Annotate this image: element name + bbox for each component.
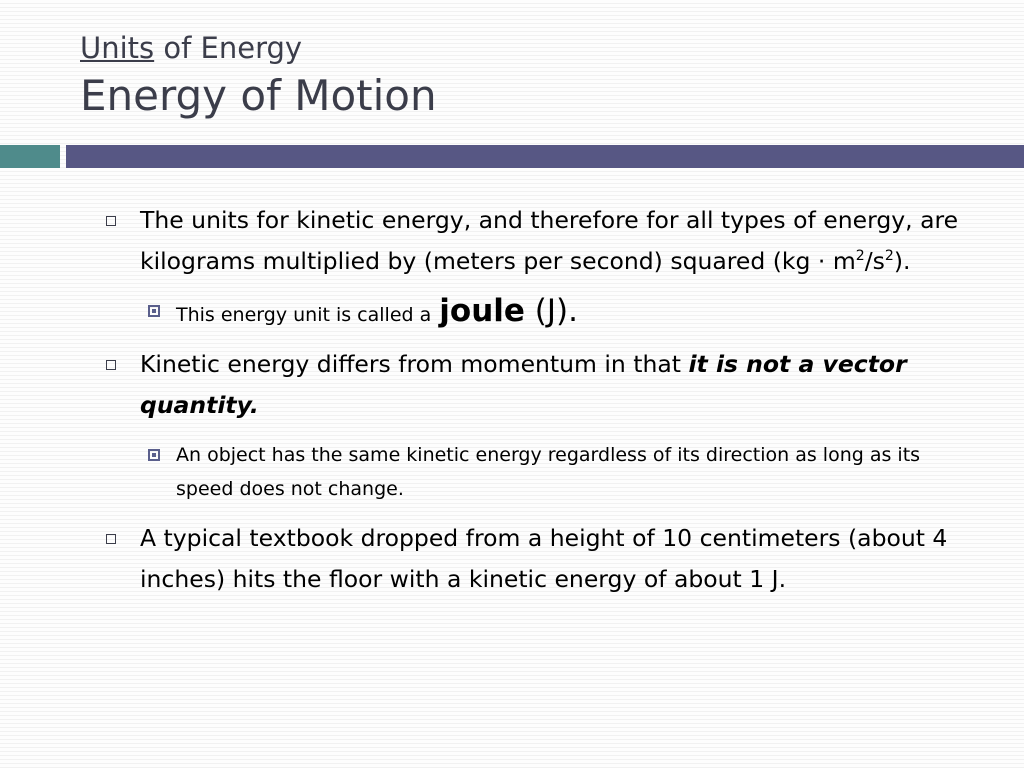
bullet-units — [100, 200, 980, 282]
bullet-vector-text: Kinetic energy differs from momentum in that — [140, 350, 689, 378]
subtitle-rest: of Energy — [154, 31, 303, 65]
slide-content — [100, 200, 980, 612]
joule-word: joule — [439, 293, 525, 329]
bullet-vector-emphasis: it is not a vector quantity. — [140, 350, 907, 419]
bullet-units-sup-m: 2 — [855, 248, 865, 265]
sub-bullet-direction — [136, 438, 980, 506]
header-rule-purple — [66, 145, 1024, 168]
hollow-square-bullet-icon — [106, 216, 116, 226]
joule-line — [176, 293, 578, 329]
subtitle-underlined-word: Units — [80, 31, 155, 65]
sub-bullet-joule-text: This energy unit is called a — [176, 304, 432, 326]
sub-bullet-direction-text: An object has the same kinetic energy regardless of its direction as long as its speed does not change. — [176, 444, 921, 500]
slide-subtitle — [80, 28, 980, 68]
bullet-textbook-text: A typical textbook dropped from a height of 10 centimeters (about 4 inches) hits the floor with a kinetic energy of about 1 J. — [140, 524, 948, 593]
bullet-textbook — [100, 518, 980, 600]
filled-square-bullet-icon — [148, 305, 160, 317]
hollow-square-bullet-icon — [106, 360, 116, 370]
sub-bullet-joule — [136, 294, 980, 332]
joule-abbreviation: (J). — [524, 293, 578, 329]
bullet-units-sup-s: 2 — [884, 248, 894, 265]
slide-title: Energy of Motion — [80, 71, 437, 120]
slide-header — [80, 28, 980, 124]
bullet-units-text: The units for kinetic energy, and therefore for all types of energy, are kilograms multiplied by (meters per second) squared (kg · m — [140, 206, 959, 275]
bullet-units-per-s: /s — [864, 247, 885, 275]
bullet-units-end: ). — [893, 247, 911, 275]
hollow-square-bullet-icon — [106, 534, 116, 544]
header-rule-teal — [0, 145, 60, 168]
filled-square-bullet-icon — [148, 449, 160, 461]
bullet-vector — [100, 344, 980, 426]
